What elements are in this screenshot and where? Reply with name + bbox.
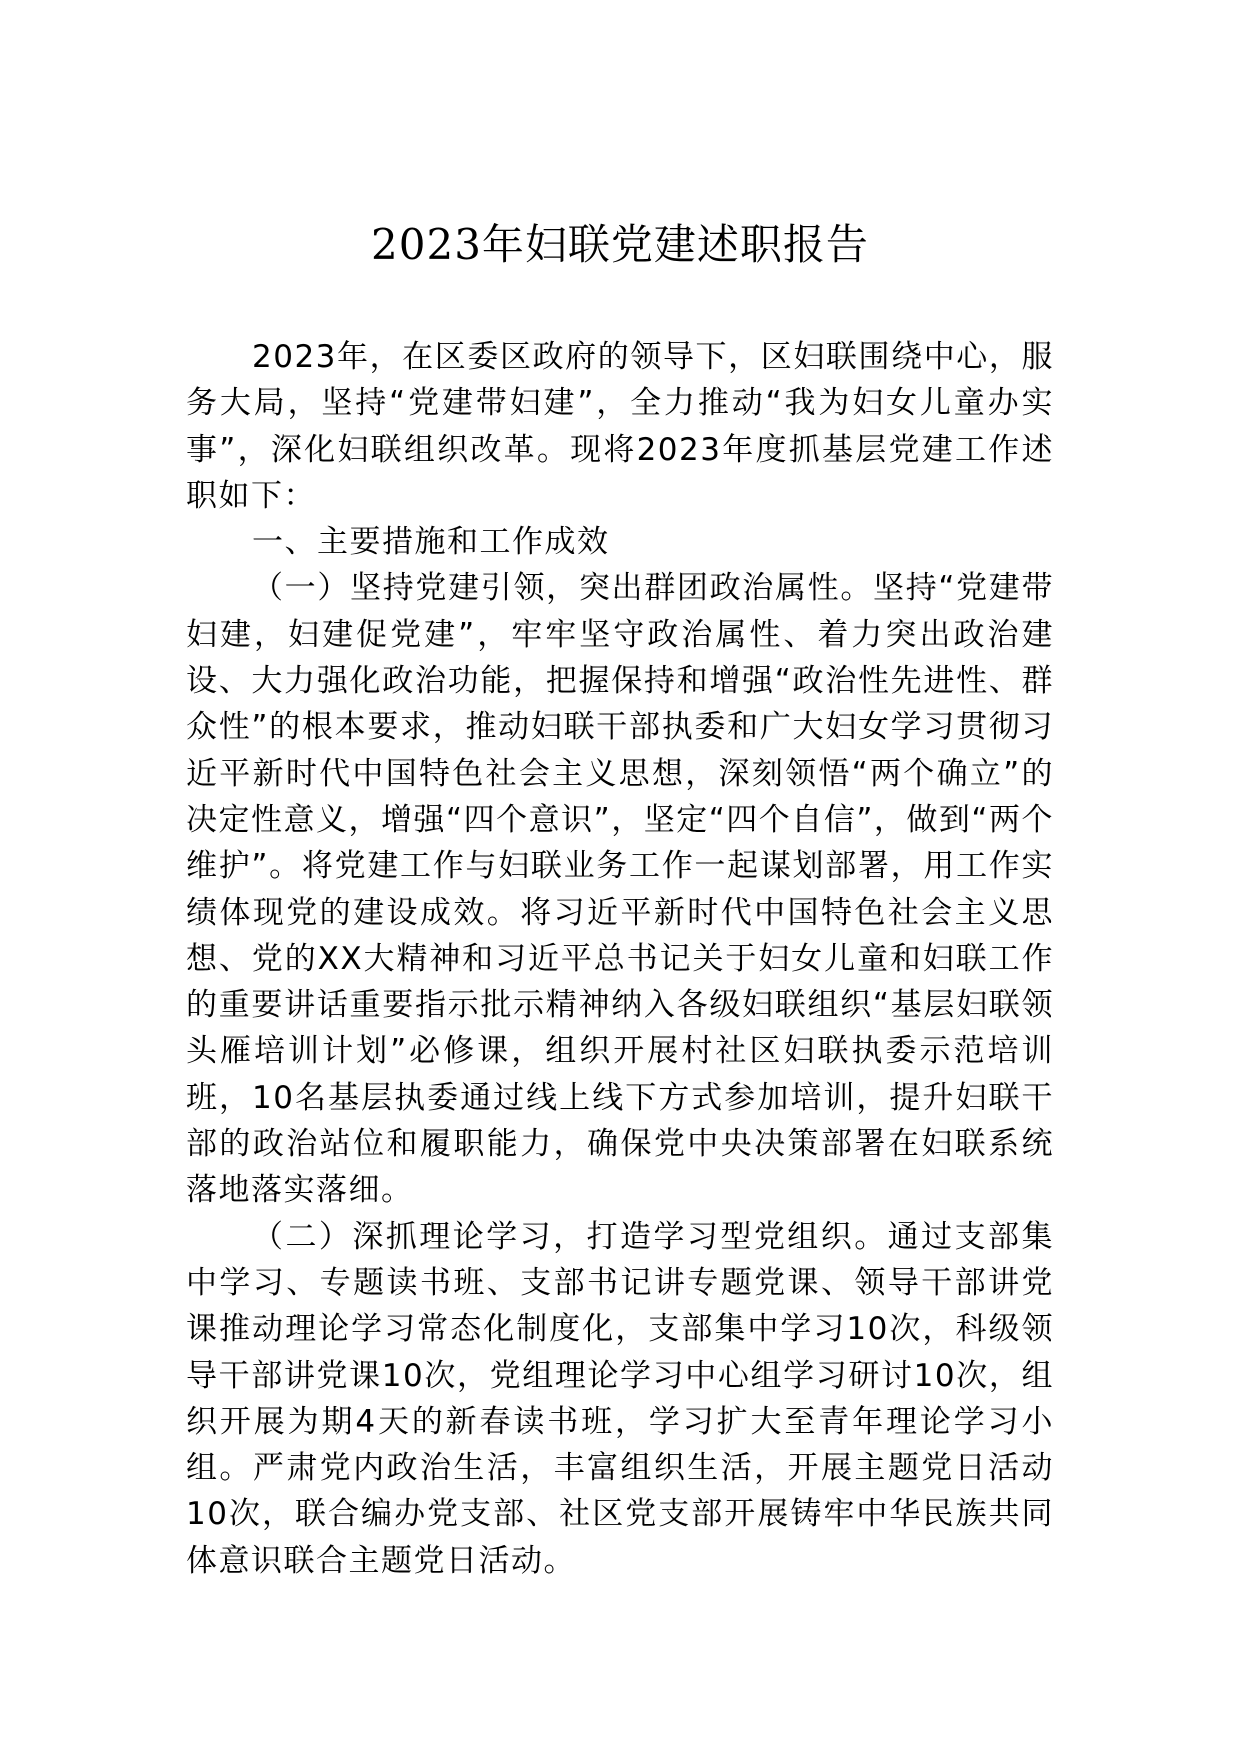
body-paragraph: （一）坚持党建引领，突出群团政治属性。坚持“党建带妇建，妇建促党建”，牢牢坚守政治属性、着力突出政治建设、大力强化政治功能，把握保持和增强“政治性先进性、群众性”的根本要求，推动妇联干部执委和广大妇女学习贯彻习近平新时代中国特色社会主义思想，深刻领悟“两个确立”的决定性意义，增强“四个意识”，坚定“四个自信”，做到“两个维护”。将党建工作与妇联业务工作一起谋划部署，用工作实绩体现党的建设成效。将习近平新时代中国特色社会主义思想、党的XX大精神和习近平总书记关于妇女儿童和妇联工作的重要讲话重要指示批示精神纳入各级妇联组织“基层妇联领头雁培训计划”必修课，组织开展村社区妇联执委示范培训班，10名基层执委通过线上线下方式参加培训，提升妇联干部的政治站位和履职能力，确保党中央决策部署在妇联系统落地落实落细。 xyxy=(186,570,1054,1209)
body-paragraph: （二）深抓理论学习，打造学习型党组织。通过支部集中学习、专题读书班、支部书记讲专题党课、领导干部讲党课推动理论学习常态化制度化，支部集中学习10次，科级领导干部讲党课10次，党组理论学习中心组学习研讨10次，组织开展为期4天的新春读书班，学习扩大至青年理论学习小组。严肃党内政治生活，丰富组织生活，开展主题党日活动10次，联合编办党支部、社区党支部开展铸牢中华民族共同体意识联合主题党日活动。 xyxy=(186,1218,1054,1579)
section-heading: 一、主要措施和工作成效 xyxy=(252,524,610,561)
document-body xyxy=(186,334,1054,1584)
intro-paragraph: 2023年，在区委区政府的领导下，区妇联围绕中心，服务大局，坚持“党建带妇建”，全力推动“我为妇女儿童办实事”，深化妇联组织改革。现将2023年度抓基层党建工作述职如下： xyxy=(186,339,1054,514)
document-title: 2023年妇联党建述职报告 xyxy=(371,220,869,269)
